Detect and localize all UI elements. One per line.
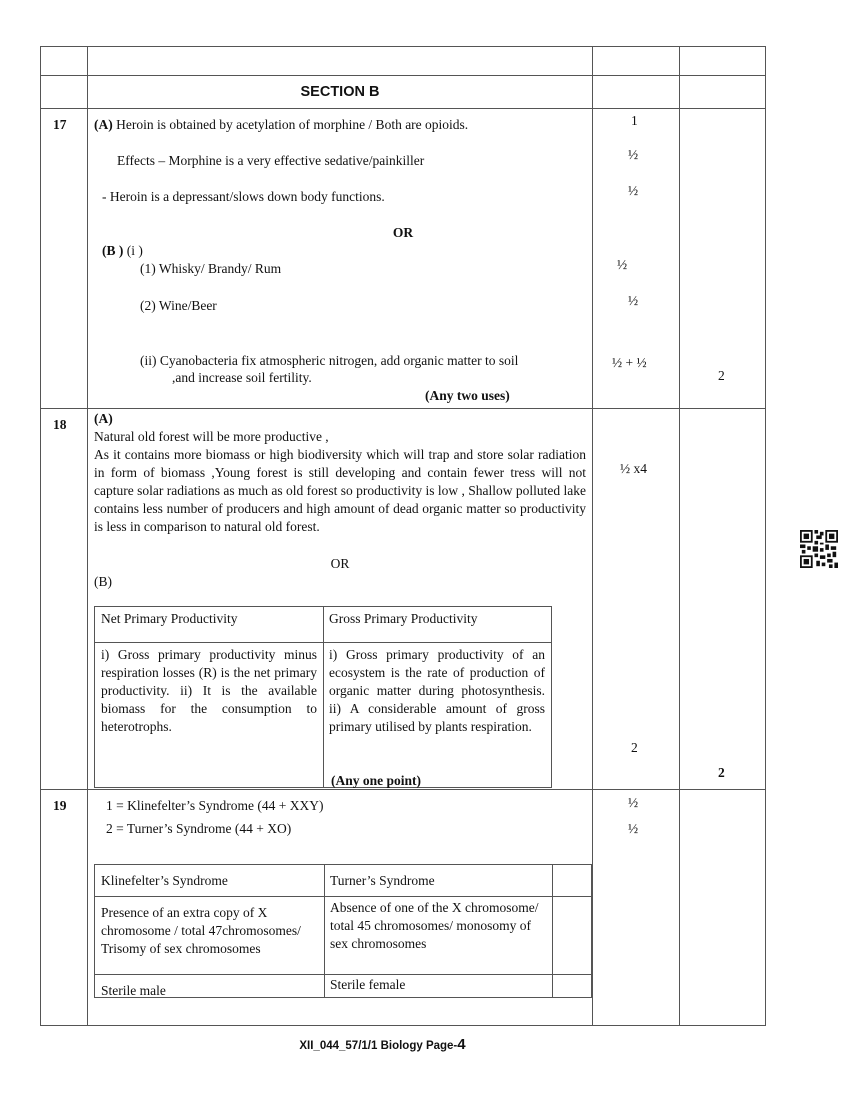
or-divider: OR <box>330 556 350 571</box>
q17-item-1: (1) Whisky/ Brandy/ Rum <box>140 261 282 276</box>
mark: ½ + ½ <box>612 355 647 370</box>
qr-code-icon <box>800 530 838 568</box>
table-header: Klinefelter’s Syndrome <box>101 873 228 888</box>
mark: ½ <box>628 183 639 198</box>
mark: ½ <box>628 795 639 810</box>
syndrome-table <box>94 864 592 998</box>
q19-line2: 2 = Turner’s Syndrome (44 + XO) <box>106 821 292 836</box>
q17-ii-line1: (ii) Cyanobacteria fix atmospheric nitrogen, add organic matter to soil <box>140 353 519 368</box>
table-cell: Presence of an extra copy of X chromosome / total 47chromosomes/ Trisomy of sex chromosomes <box>101 905 301 956</box>
mark: ½ <box>617 257 628 272</box>
q18-b-label: (B) <box>94 574 112 589</box>
q17-ii-line2: ,and increase soil fertility. <box>172 370 312 385</box>
table-header: Turner’s Syndrome <box>330 873 435 888</box>
mark: ½ <box>628 147 639 162</box>
mark: 1 <box>631 113 638 128</box>
productivity-table <box>94 606 552 788</box>
q17-b-i: (i ) <box>126 243 143 258</box>
footer-code: XII_044_57/1/1 Biology Page- <box>299 1040 458 1052</box>
mark: ½ <box>628 821 639 836</box>
q18-a-label: (A) <box>94 411 113 426</box>
total-marks: 2 <box>718 765 725 780</box>
q17-a-label: (A) <box>94 117 113 132</box>
mark: ½ x4 <box>620 461 647 476</box>
total-marks: 2 <box>718 368 725 383</box>
question-number: 17 <box>53 117 67 132</box>
page-footer <box>0 1036 765 1053</box>
or-divider: OR <box>392 225 414 240</box>
q17-a-text: Heroin is obtained by acetylation of morphine / Both are opioids. <box>116 117 469 132</box>
q18-any-one: (Any one point) <box>331 773 422 788</box>
q19-line1: 1 = Klinefelter’s Syndrome (44 + XXY) <box>106 798 324 813</box>
table-cell: Sterile male <box>101 983 166 998</box>
question-number: 18 <box>53 417 67 432</box>
section-title: SECTION B <box>300 84 380 100</box>
q17-item-2: (2) Wine/Beer <box>140 298 217 313</box>
mark: 2 <box>631 740 638 755</box>
q17-part-b <box>102 242 143 260</box>
q17-effects: Effects – Morphine is a very effective sedative/painkiller <box>117 153 425 168</box>
table-cell: i) Gross primary productivity of an ecosystem is the rate of production of organic matter during photosynthesis. ii) A considerable amount of gross primary utilised by plants respiration. <box>329 647 545 734</box>
q17-heroin: - Heroin is a depressant/slows down body functions. <box>102 189 385 204</box>
q17-part-a <box>94 116 468 134</box>
table-cell: i) Gross primary productivity minus respiration losses (R) is the net primary productivity. ii) It is the available biomass for the consumption to heterotrophs. <box>101 647 317 734</box>
question-number: 19 <box>53 798 67 813</box>
q18-line1: Natural old forest will be more productive , <box>94 429 329 444</box>
table-cell: Sterile female <box>330 977 406 992</box>
q17-b-label: (B ) <box>102 243 124 258</box>
table-cell: Absence of one of the X chromosome/ total 45 chromosomes/ monosomy of sex chromosomes <box>330 900 539 951</box>
mark: ½ <box>628 293 639 308</box>
page-number: 4 <box>457 1036 466 1053</box>
table-header: Net Primary Productivity <box>101 611 238 626</box>
q17-any-two: (Any two uses) <box>425 388 510 403</box>
q18-paragraph: As it contains more biomass or high biodiversity which will trap and store solar radiation in form of biomass ,Young forest is still developing and contain fewer tress will not capture solar radiations as much as old forest so productivity is low , Shallow polluted lake contains less number of producers and high amount of dead organic matter so productivity is less in comparison to natural old forest. <box>94 447 586 534</box>
table-header: Gross Primary Productivity <box>329 611 478 626</box>
